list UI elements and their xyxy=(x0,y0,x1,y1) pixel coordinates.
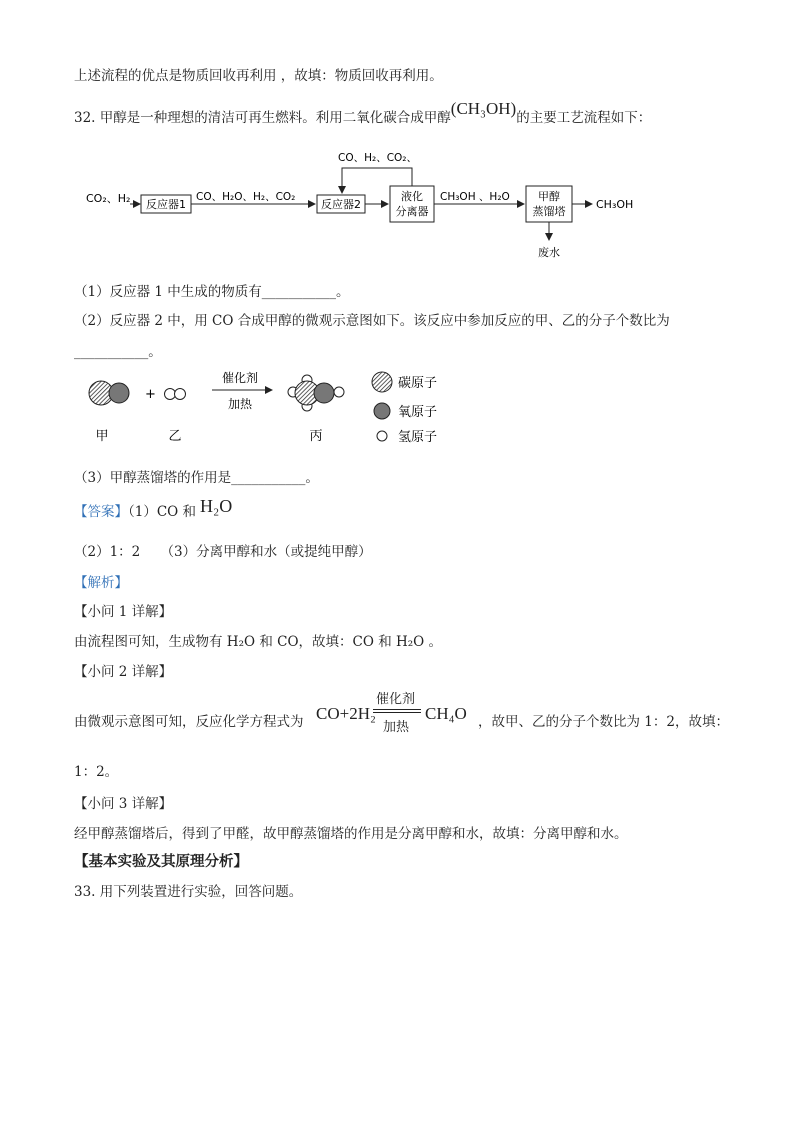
legend-carbon: 碳原子 xyxy=(398,376,438,391)
detail-2-head: 【小问 2 详解】 xyxy=(74,664,173,680)
sub-question-1: （1）反应器 1 中生成的物质有___________。 xyxy=(74,284,350,300)
answer-line-1 xyxy=(74,496,233,521)
oxygen-atom-icon xyxy=(109,383,129,403)
legend-carbon-icon xyxy=(372,372,392,392)
sub-question-2: （2）反应器 2 中，用 CO 合成甲醇的微观示意图如下。该反应中参加反应的甲、乙的分子个数比为 xyxy=(74,313,670,329)
equation-condition-bottom: 加热 xyxy=(383,720,410,735)
answer-line-2: （2）1：2 （3）分离甲醇和水（或提纯甲醇） xyxy=(74,544,372,560)
section-heading: 【基本实验及其原理分析】 xyxy=(74,853,248,870)
micro-reaction-diagram xyxy=(80,368,500,448)
flow-stream2: CH₃OH 、H₂O xyxy=(440,191,510,203)
heat-label: 加热 xyxy=(227,397,253,411)
legend-hydrogen: 氢原子 xyxy=(398,430,438,445)
q32-formula-wrap: (CH₃OH) xyxy=(450,99,517,118)
q32-formula: CH₃OH xyxy=(456,99,511,118)
answer-tag: 【答案】 xyxy=(74,504,128,520)
question-32 xyxy=(74,99,652,127)
detail-3-text: 经甲醇蒸馏塔后，得到了甲醛，故甲醇蒸馏塔的作用是分离甲醇和水，故填：分离甲醇和水。 xyxy=(74,826,628,842)
detail-1-text: 由流程图可知，生成物有 H₂O 和 CO，故填：CO 和 H₂O 。 xyxy=(74,634,443,650)
hydrogen-atom-icon xyxy=(165,389,176,400)
question-33: 33. 用下列装置进行实验，回答问题。 xyxy=(74,884,303,900)
hydrogen-atom-icon xyxy=(175,389,186,400)
reactor2-label: 反应器2 xyxy=(321,198,361,211)
legend-hydrogen-icon xyxy=(377,431,387,441)
plus-sign: + xyxy=(145,387,156,402)
equation-lhs: CO+2H₂ xyxy=(316,704,376,723)
q32-prefix: 32. 甲醇是一种理想的清洁可再生燃料。利用二氧化碳合成甲醇 xyxy=(74,110,451,126)
process-flow-diagram xyxy=(80,148,660,264)
analysis-tag: 【解析】 xyxy=(74,575,128,591)
hydrogen-atom-icon xyxy=(334,387,344,397)
detail-1-head: 【小问 1 详解】 xyxy=(74,604,173,620)
catalyst-label: 催化剂 xyxy=(221,371,259,385)
detail-3-head: 【小问 3 详解】 xyxy=(74,796,173,812)
tower-label-1: 甲醇 xyxy=(538,190,560,203)
equation-rhs: CH₄O xyxy=(425,704,467,723)
intro-line: 上述流程的优点是物质回收再利用 ，故填：物质回收再利用。 xyxy=(74,68,443,84)
detail-2-suffix: ，故甲、乙的分子个数比为 1：2，故填： xyxy=(478,714,729,730)
legend-oxygen-icon xyxy=(374,403,390,419)
detail-2-cont: 1：2。 xyxy=(74,764,119,780)
answer-1-formula: H₂O xyxy=(200,496,233,516)
legend-oxygen: 氧原子 xyxy=(398,405,438,420)
equation-condition-top: 催化剂 xyxy=(376,692,416,707)
q32-suffix: 的主要工艺流程如下： xyxy=(516,110,652,126)
equation-bar-top xyxy=(373,709,421,710)
flow-waste: 废水 xyxy=(538,246,560,259)
flow-stream1: CO、H₂O、H₂、CO₂ xyxy=(196,191,296,203)
sub-question-2-blank: ___________。 xyxy=(74,344,162,360)
tower-label-2: 蒸馏塔 xyxy=(532,205,566,218)
reactor1-label: 反应器1 xyxy=(146,198,186,211)
separator-label-1: 液化 xyxy=(401,190,423,203)
equation-bar-bottom xyxy=(373,712,421,713)
answer-1-prefix: （1）CO 和 xyxy=(128,504,197,520)
flow-input: CO₂、H₂ xyxy=(86,192,131,205)
oxygen-atom-icon xyxy=(314,383,334,403)
label-yi: 乙 xyxy=(168,429,182,444)
flow-recycle: CO、H₂、CO₂、 xyxy=(338,152,418,164)
sub-question-3: （3）甲醇蒸馏塔的作用是___________。 xyxy=(74,470,319,486)
separator-label-2: 分离器 xyxy=(395,205,429,218)
flow-output: CH₃OH xyxy=(596,198,634,211)
label-jia: 甲 xyxy=(95,429,109,444)
detail-2-prefix: 由微观示意图可知，反应化学方程式为 xyxy=(74,714,304,730)
label-bing: 丙 xyxy=(309,429,323,444)
